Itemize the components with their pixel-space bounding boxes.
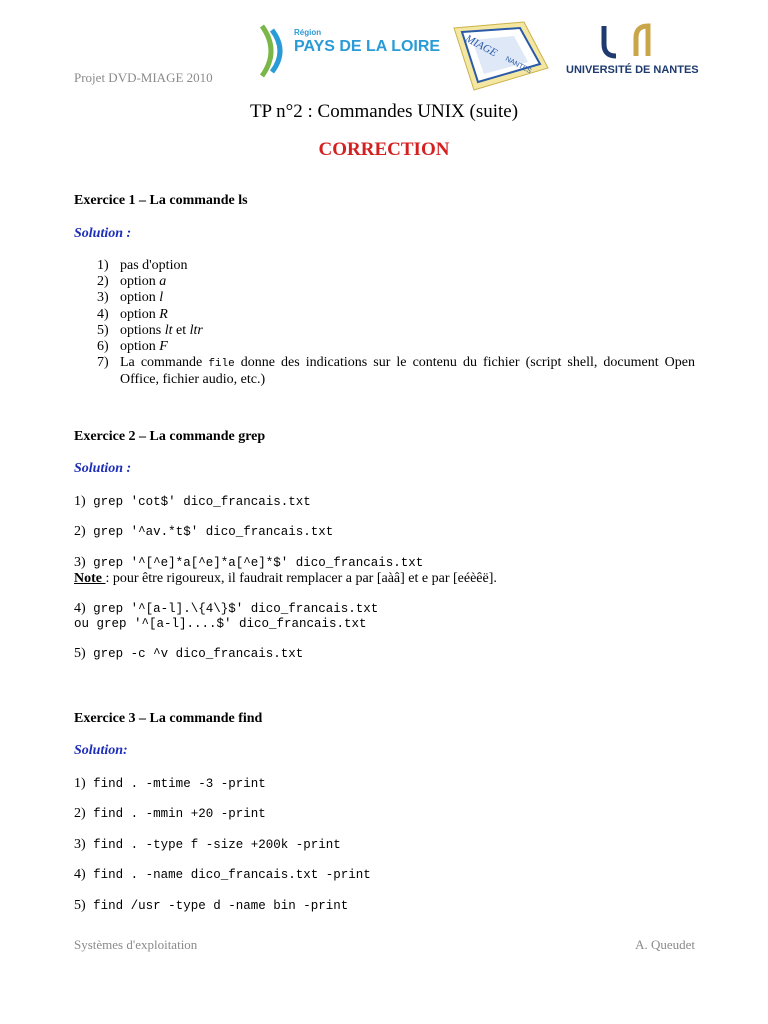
- item-text: option: [120, 306, 160, 322]
- exercise-2-solution-label: Solution :: [74, 461, 132, 476]
- note-text: : pour être rigoureux, il faudrait remplacer a par [aàâ] et e par [eéèêë].: [105, 571, 497, 586]
- item-option: a: [159, 274, 167, 290]
- find-command-3: [74, 837, 341, 853]
- command-number: 1): [74, 494, 86, 509]
- find-command-2: [74, 806, 266, 822]
- exercise-3-heading: Exercice 3 – La commande find: [74, 711, 263, 726]
- list-item: [97, 339, 695, 355]
- item-option: lt: [164, 322, 173, 338]
- command-code: grep -c ^v dico_francais.txt: [85, 647, 304, 661]
- list-item: [97, 258, 695, 274]
- find-command-1: [74, 776, 266, 792]
- list-item: [97, 290, 695, 306]
- grep-command-2: [74, 524, 333, 540]
- grep-command-1: [74, 494, 311, 510]
- exercise-3-solution-label: Solution:: [74, 743, 128, 758]
- command-number: 2): [74, 524, 86, 539]
- item-text: option: [120, 339, 160, 355]
- grep-command-3: [74, 555, 423, 571]
- inline-code: file: [208, 358, 235, 371]
- univ-emblem-icon: [596, 22, 656, 60]
- region-small-label: Région: [294, 28, 322, 37]
- header-logos: [258, 20, 698, 96]
- command-code: find . -type f -size +200k -print: [85, 838, 341, 852]
- univ-logo: [566, 20, 698, 86]
- item-option: ltr: [189, 322, 203, 338]
- item-number: 7): [97, 355, 109, 371]
- command-number: 3): [74, 837, 86, 852]
- project-label: Projet DVD-MIAGE 2010: [74, 70, 213, 85]
- item-text: pas d'option: [120, 258, 188, 273]
- command-code: grep '^av.*t$' dico_francais.txt: [85, 525, 334, 539]
- region-name: PAYS DE LA LOIRE: [294, 38, 441, 55]
- page-subtitle: CORRECTION: [318, 139, 450, 160]
- list-item: [97, 274, 695, 290]
- exercise-1-solution-label: Solution :: [74, 226, 132, 241]
- note-label: Note: [74, 571, 106, 586]
- footer-left: Systèmes d'exploitation: [74, 937, 198, 952]
- footer-right: A. Queudet: [635, 937, 695, 952]
- command-number: 2): [74, 806, 86, 821]
- list-item: [97, 323, 695, 339]
- item-number: 2): [97, 274, 109, 290]
- command-code: find /usr -type d -name bin -print: [85, 899, 349, 913]
- exercise-1-list: [97, 258, 695, 389]
- command-number: 5): [74, 898, 86, 913]
- command-code: find . -mtime -3 -print: [85, 777, 266, 791]
- command-code: grep 'cot$' dico_francais.txt: [85, 495, 311, 509]
- region-swoosh-icon: [258, 22, 298, 80]
- nantes-label: NANTES: [504, 55, 533, 76]
- command-number: 4): [74, 601, 86, 616]
- item-option: R: [159, 306, 168, 322]
- item-text: et: [172, 322, 190, 338]
- grep-command-4-alt: ou grep '^[a-l]....$' dico_francais.txt: [74, 617, 367, 631]
- command-code: find . -name dico_francais.txt -print: [85, 868, 371, 882]
- grep-command-5: [74, 646, 303, 662]
- command-number: 1): [74, 776, 86, 791]
- miage-logo: [444, 20, 554, 96]
- item-text: La commande: [120, 355, 209, 371]
- list-item: [97, 355, 695, 388]
- item-number: 6): [97, 339, 109, 355]
- item-text: option: [120, 290, 160, 306]
- command-code: find . -mmin +20 -print: [85, 807, 266, 821]
- find-command-4: [74, 867, 371, 883]
- item-number: 3): [97, 290, 109, 306]
- exercise-2-heading: Exercice 2 – La commande grep: [74, 429, 266, 444]
- item-option: F: [159, 339, 168, 355]
- miage-label: MIAGE: [463, 32, 500, 60]
- item-text: option: [120, 274, 160, 290]
- item-text: options: [120, 322, 165, 338]
- command-number: 5): [74, 646, 86, 661]
- command-code: grep '^[^e]*a[^e]*a[^e]*$' dico_francais.txt: [85, 556, 424, 570]
- item-number: 5): [97, 322, 109, 338]
- miage-emblem-icon: [444, 20, 554, 96]
- list-item: [97, 307, 695, 323]
- grep-command-4: [74, 601, 378, 617]
- find-command-5: [74, 898, 348, 914]
- univ-name: UNIVERSITÉ DE NANTES: [566, 64, 699, 76]
- command-number: 4): [74, 867, 86, 882]
- grep-note: [74, 571, 497, 587]
- exercise-1-heading: Exercice 1 – La commande ls: [74, 193, 248, 208]
- item-number: 1): [97, 258, 109, 273]
- page-title: TP n°2 : Commandes UNIX (suite): [249, 101, 519, 122]
- item-number: 4): [97, 306, 109, 322]
- item-text: donne des indications sur le contenu du fichier (script shell, document Open Office, fichier audio, etc.): [120, 355, 695, 388]
- command-number: 3): [74, 555, 86, 570]
- command-code: grep '^[a-l].\{4\}$' dico_francais.txt: [85, 602, 379, 616]
- item-option: l: [159, 290, 164, 306]
- region-logo: [258, 22, 441, 82]
